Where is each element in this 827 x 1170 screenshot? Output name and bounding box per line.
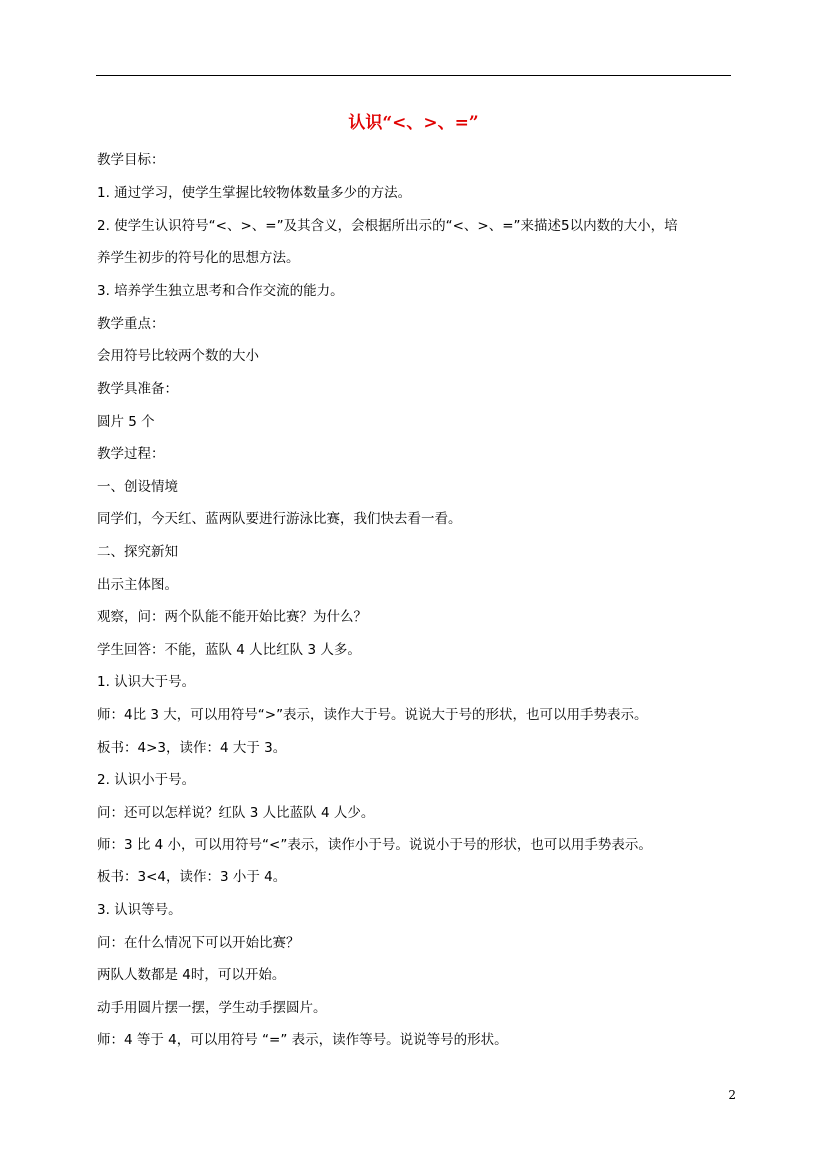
body-line: 2. 认识小于号。 [97, 772, 196, 788]
header-rule [96, 75, 731, 76]
body-line: 3. 认识等号。 [97, 902, 182, 918]
body-line: 出示主体图。 [97, 577, 178, 593]
body-line: 师：4 等于 4，可以用符号 “=” 表示，读作等号。说说等号的形状。 [97, 1032, 508, 1048]
body-line: 圆片 5 个 [97, 414, 155, 430]
body-line: 一、创设情境 [97, 479, 178, 495]
document-title: 认识“<、>、=” [348, 113, 479, 133]
body-line: 养学生初步的符号化的思想方法。 [97, 250, 300, 266]
body-line: 问：还可以怎样说？红队 3 人比蓝队 4 人少。 [97, 805, 375, 821]
body-line: 二、探究新知 [97, 544, 178, 560]
body-line: 教学具准备： [97, 381, 178, 397]
body-line: 观察，问：两个队能不能开始比赛？为什么？ [97, 609, 367, 625]
body-line: 板书：4>3，读作：4 大于 3。 [97, 740, 287, 756]
body-line: 会用符号比较两个数的大小 [97, 348, 259, 364]
body-line: 2. 使学生认识符号“<、>、=”及其含义，会根据所出示的“<、>、=”来描述5以内数的大小，培 [97, 218, 678, 234]
body-line: 师：3 比 4 小，可以用符号“<”表示，读作小于号。说说小于号的形状，也可以用手势表示。 [97, 837, 652, 853]
body-line: 3. 培养学生独立思考和合作交流的能力。 [97, 283, 344, 299]
page-number: 2 [728, 1088, 736, 1102]
body-line: 板书：3<4，读作：3 小于 4。 [97, 869, 287, 885]
body-line: 同学们，今天红、蓝两队要进行游泳比赛，我们快去看一看。 [97, 511, 462, 527]
body-line: 教学目标： [97, 152, 165, 168]
body-line: 教学重点： [97, 316, 165, 332]
body-line: 师：4比 3 大，可以用符号“>”表示，读作大于号。说说大于号的形状，也可以用手势表示。 [97, 707, 648, 723]
body-line: 教学过程： [97, 446, 165, 462]
body-line: 1. 认识大于号。 [97, 674, 196, 690]
body-line: 动手用圆片摆一摆，学生动手摆圆片。 [97, 1000, 327, 1016]
body-line: 两队人数都是 4时，可以开始。 [97, 967, 286, 983]
body-line: 1. 通过学习，使学生掌握比较物体数量多少的方法。 [97, 185, 412, 201]
body-line: 学生回答：不能，蓝队 4 人比红队 3 人多。 [97, 642, 361, 658]
body-line: 问：在什么情况下可以开始比赛？ [97, 935, 300, 951]
